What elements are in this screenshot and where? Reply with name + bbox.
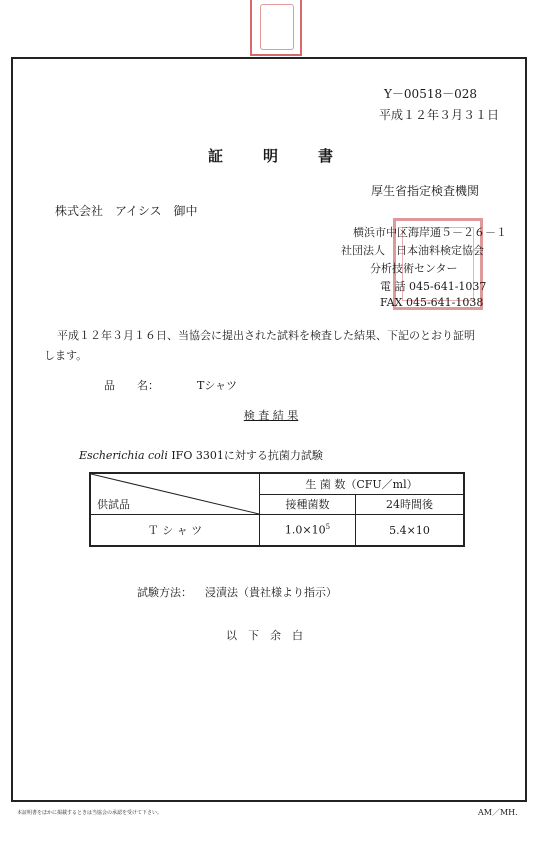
item-value: Tシャツ xyxy=(197,379,238,392)
issuer-center: 分析技術センター xyxy=(370,262,458,275)
group-header: 生 菌 数（CFU／ml） xyxy=(260,473,465,494)
test-species: Escherichia coli xyxy=(79,449,168,462)
results-table xyxy=(89,472,465,547)
closing-text: 以 下 余 白 xyxy=(226,629,303,642)
row-header: 供試品 xyxy=(97,498,130,511)
test-description xyxy=(79,447,323,463)
table-corner-cell xyxy=(90,473,260,515)
intro-text-line2: します。 xyxy=(44,349,88,362)
footer-reference: AM／MH. xyxy=(478,808,518,817)
issuer-label: 厚生省指定検査機関 xyxy=(371,184,480,198)
document-number: Y－00518－028 xyxy=(384,87,478,101)
row-label: Ｔ シ ャ ツ xyxy=(90,515,260,547)
top-seal-stamp xyxy=(250,0,302,56)
method-label: 試験方法： xyxy=(137,586,192,599)
issuer-address: 横浜市中区海岸通５－２６－１ xyxy=(353,226,507,239)
issuer-fax: FAX 045-641-1038 xyxy=(380,296,484,309)
col-header-inoculum: 接種菌数 xyxy=(260,494,356,515)
cell-24h: 5.4×10 xyxy=(356,515,465,547)
cell-inoculum-exponent: 5 xyxy=(325,523,331,532)
intro-text-line1: 平成１２年３月１６日、当協会に提出された試料を検査した結果、下記のとおり証明 xyxy=(57,329,475,342)
cell-inoculum-value: 1.0×10 xyxy=(284,523,326,537)
col-header-24h: 24時間後 xyxy=(356,494,465,515)
cell-inoculum xyxy=(260,515,356,547)
test-description-text: IFO 3301に対する抗菌力試験 xyxy=(167,449,323,462)
method-value: 浸漬法（貴社様より指示） xyxy=(205,586,337,599)
recipient: 株式会社 アイシス 御中 xyxy=(55,204,198,218)
issuer-organization: 社団法人 日本油料検定協会 xyxy=(341,244,484,257)
item-label: 品 名： xyxy=(104,379,159,392)
issue-date: 平成１２年３月３１日 xyxy=(379,108,500,122)
document-frame xyxy=(11,57,527,802)
footer-note: 本証明書をほかに掲載するときは当協会の承認を受けて下さい。 xyxy=(17,810,163,816)
document-title: 証明書 xyxy=(208,147,374,165)
issuer-phone: 電 話 045-641-1037 xyxy=(380,280,487,293)
results-heading: 検 査 結 果 xyxy=(243,409,299,422)
